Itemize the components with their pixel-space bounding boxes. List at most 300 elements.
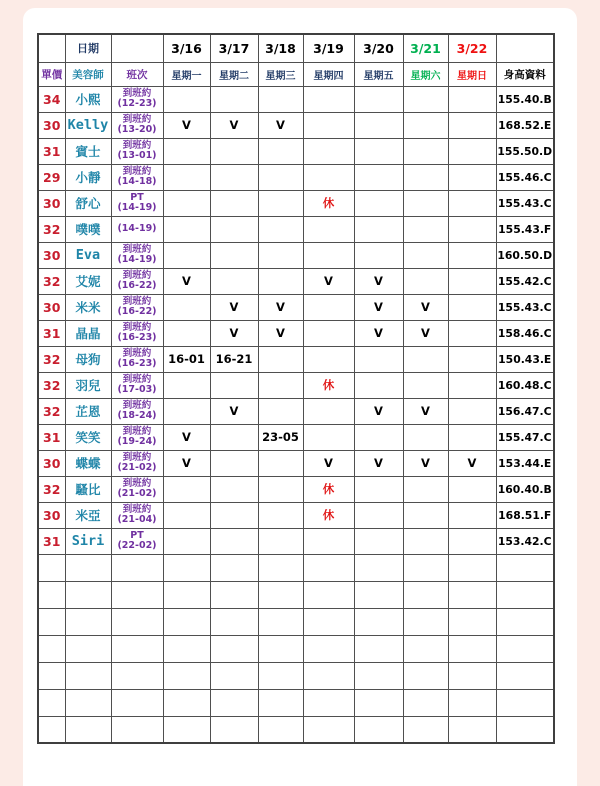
empty-cell xyxy=(38,581,65,608)
mark-cell-day-6 xyxy=(448,320,496,346)
empty-cell xyxy=(496,608,554,635)
mark-cell-day-3: 休 xyxy=(303,502,354,528)
mark-cell-day-2 xyxy=(258,86,303,112)
day-header-cell: 星期四 xyxy=(303,62,354,86)
shift-line: (16-23) xyxy=(117,358,157,369)
shift-line: (16-22) xyxy=(117,306,157,317)
shift-line: (18-24) xyxy=(117,410,157,421)
empty-cell xyxy=(163,635,210,662)
price-cell: 31 xyxy=(38,320,65,346)
table-row-7 xyxy=(38,268,554,294)
mark-cell-day-1 xyxy=(210,528,258,554)
shift-cell xyxy=(111,476,163,502)
empty-cell xyxy=(111,554,163,581)
shift-line: 到班約 xyxy=(122,321,152,333)
empty-cell xyxy=(448,716,496,743)
empty-cell xyxy=(303,662,354,689)
mark-cell-day-3 xyxy=(303,138,354,164)
mark-cell-day-3 xyxy=(303,216,354,242)
table-row-8 xyxy=(38,294,554,320)
mark-cell-day-6 xyxy=(448,528,496,554)
shift-line: 到班約 xyxy=(122,347,152,359)
shift-line: (14-19) xyxy=(117,222,157,234)
mark-cell-day-2 xyxy=(258,164,303,190)
mark-cell-day-5 xyxy=(403,164,448,190)
mark-cell-day-5 xyxy=(403,424,448,450)
mark-cell-day-4: V xyxy=(354,268,403,294)
mark-cell-day-2 xyxy=(258,398,303,424)
height-cell: 160.50.D xyxy=(496,242,554,268)
shift-cell xyxy=(111,528,163,554)
mark-cell-day-3 xyxy=(303,346,354,372)
shift-line: (21-04) xyxy=(117,514,157,525)
mark-cell-day-1: 16-21 xyxy=(210,346,258,372)
corner-cell-blank-1 xyxy=(38,34,65,62)
shift-line: 到班約 xyxy=(122,165,152,177)
empty-cell xyxy=(448,581,496,608)
mark-cell-day-1: V xyxy=(210,398,258,424)
mark-cell-day-5 xyxy=(403,216,448,242)
price-cell: 30 xyxy=(38,112,65,138)
empty-cell xyxy=(65,581,111,608)
height-cell: 155.40.B xyxy=(496,86,554,112)
mark-cell-day-4: V xyxy=(354,450,403,476)
empty-cell xyxy=(111,635,163,662)
name-cell: 噗噗 xyxy=(65,216,111,242)
mark-cell-day-6 xyxy=(448,424,496,450)
empty-cell xyxy=(258,716,303,743)
empty-cell xyxy=(303,608,354,635)
shift-cell xyxy=(111,86,163,112)
empty-cell xyxy=(38,716,65,743)
mark-cell-day-1: V xyxy=(210,294,258,320)
price-cell: 31 xyxy=(38,138,65,164)
schedule-body xyxy=(38,86,554,743)
shift-line: (21-02) xyxy=(117,462,157,473)
mark-cell-day-6 xyxy=(448,502,496,528)
empty-cell xyxy=(354,635,403,662)
empty-cell xyxy=(403,716,448,743)
mark-cell-day-5 xyxy=(403,268,448,294)
shift-cell xyxy=(111,112,163,138)
shift-line: 到班約 xyxy=(122,87,152,99)
empty-cell xyxy=(303,689,354,716)
mark-cell-day-3: 休 xyxy=(303,476,354,502)
empty-cell xyxy=(403,608,448,635)
name-cell: 小靜 xyxy=(65,164,111,190)
empty-cell xyxy=(403,689,448,716)
height-cell: 156.47.C xyxy=(496,398,554,424)
empty-cell xyxy=(303,635,354,662)
mark-cell-day-3 xyxy=(303,398,354,424)
empty-cell xyxy=(403,581,448,608)
empty-cell xyxy=(210,608,258,635)
mark-cell-day-5: V xyxy=(403,398,448,424)
price-cell: 31 xyxy=(38,528,65,554)
empty-cell xyxy=(496,662,554,689)
height-cell: 160.40.B xyxy=(496,476,554,502)
empty-cell xyxy=(38,635,65,662)
empty-row-4 xyxy=(38,662,554,689)
empty-cell xyxy=(448,689,496,716)
empty-cell xyxy=(354,662,403,689)
mark-cell-day-3 xyxy=(303,424,354,450)
empty-cell xyxy=(258,554,303,581)
mark-cell-day-3 xyxy=(303,86,354,112)
mark-cell-day-6 xyxy=(448,138,496,164)
name-cell: 母狗 xyxy=(65,346,111,372)
mark-cell-day-4 xyxy=(354,502,403,528)
shift-cell xyxy=(111,320,163,346)
mark-cell-day-0 xyxy=(163,216,210,242)
name-cell: 舒心 xyxy=(65,190,111,216)
mark-cell-day-1 xyxy=(210,268,258,294)
mark-cell-day-4 xyxy=(354,372,403,398)
shift-line: (14-19) xyxy=(117,202,157,213)
name-cell: Eva xyxy=(65,242,111,268)
mark-cell-day-1 xyxy=(210,476,258,502)
empty-cell xyxy=(163,662,210,689)
height-label: 身高資料 xyxy=(496,62,554,86)
mark-cell-day-4 xyxy=(354,190,403,216)
price-cell: 32 xyxy=(38,346,65,372)
empty-cell xyxy=(258,608,303,635)
height-cell: 155.50.D xyxy=(496,138,554,164)
mark-cell-day-0 xyxy=(163,502,210,528)
mark-cell-day-5 xyxy=(403,86,448,112)
empty-cell xyxy=(65,689,111,716)
mark-cell-day-0 xyxy=(163,476,210,502)
mark-cell-day-4 xyxy=(354,242,403,268)
date-header-cell: 3/16 xyxy=(163,34,210,62)
empty-row-2 xyxy=(38,608,554,635)
mark-cell-day-6 xyxy=(448,86,496,112)
mark-cell-day-5: V xyxy=(403,450,448,476)
mark-cell-day-6 xyxy=(448,398,496,424)
name-cell: 賓士 xyxy=(65,138,111,164)
mark-cell-day-5 xyxy=(403,372,448,398)
mark-cell-day-0 xyxy=(163,86,210,112)
mark-cell-day-3: V xyxy=(303,268,354,294)
shift-line: (13-20) xyxy=(117,124,157,135)
name-cell: 羽兒 xyxy=(65,372,111,398)
shift-cell xyxy=(111,372,163,398)
mark-cell-day-5: V xyxy=(403,320,448,346)
empty-cell xyxy=(354,608,403,635)
empty-cell xyxy=(38,554,65,581)
height-cell: 150.43.E xyxy=(496,346,554,372)
mark-cell-day-3 xyxy=(303,112,354,138)
shift-cell xyxy=(111,450,163,476)
mark-cell-day-4 xyxy=(354,86,403,112)
price-cell: 34 xyxy=(38,86,65,112)
height-cell: 155.43.C xyxy=(496,190,554,216)
empty-cell xyxy=(38,662,65,689)
date-header-cell: 3/17 xyxy=(210,34,258,62)
empty-cell xyxy=(303,554,354,581)
empty-cell xyxy=(403,635,448,662)
height-cell: 158.46.C xyxy=(496,320,554,346)
mark-cell-day-0: V xyxy=(163,268,210,294)
empty-cell xyxy=(354,689,403,716)
table-row-13 xyxy=(38,424,554,450)
mark-cell-day-2 xyxy=(258,190,303,216)
corner-cell-blank-2 xyxy=(111,34,163,62)
mark-cell-day-2: V xyxy=(258,112,303,138)
empty-cell xyxy=(210,554,258,581)
mark-cell-day-2: V xyxy=(258,320,303,346)
empty-cell xyxy=(65,554,111,581)
date-header-cell: 3/20 xyxy=(354,34,403,62)
shift-line: (16-22) xyxy=(117,280,157,291)
table-row-3 xyxy=(38,164,554,190)
height-cell: 153.44.E xyxy=(496,450,554,476)
shift-line: 到班約 xyxy=(122,425,152,437)
empty-cell xyxy=(496,554,554,581)
table-row-16 xyxy=(38,502,554,528)
price-cell: 32 xyxy=(38,476,65,502)
empty-cell xyxy=(111,608,163,635)
mark-cell-day-4 xyxy=(354,424,403,450)
height-cell: 160.48.C xyxy=(496,372,554,398)
shift-line: 到班約 xyxy=(122,373,152,385)
shift-line: (14-19) xyxy=(117,254,157,265)
shift-cell xyxy=(111,398,163,424)
empty-cell xyxy=(303,581,354,608)
empty-cell xyxy=(210,662,258,689)
date-header-cell: 3/18 xyxy=(258,34,303,62)
mark-cell-day-2 xyxy=(258,372,303,398)
mark-cell-day-0 xyxy=(163,294,210,320)
date-header-cell: 3/19 xyxy=(303,34,354,62)
mark-cell-day-6 xyxy=(448,242,496,268)
mark-cell-day-1: V xyxy=(210,320,258,346)
mark-cell-day-2 xyxy=(258,346,303,372)
mark-cell-day-0 xyxy=(163,242,210,268)
day-header-cell: 星期一 xyxy=(163,62,210,86)
name-cell: Kelly xyxy=(65,112,111,138)
height-cell: 155.43.F xyxy=(496,216,554,242)
shift-line: (19-24) xyxy=(117,436,157,447)
mark-cell-day-4 xyxy=(354,476,403,502)
mark-cell-day-2 xyxy=(258,242,303,268)
mark-cell-day-3: V xyxy=(303,450,354,476)
shift-line: 到班約 xyxy=(122,243,152,255)
mark-cell-day-1 xyxy=(210,164,258,190)
shift-line: 到班約 xyxy=(122,503,152,515)
table-row-0 xyxy=(38,86,554,112)
empty-cell xyxy=(65,716,111,743)
days-row xyxy=(38,62,554,86)
shift-line: 到班約 xyxy=(122,269,152,281)
height-cell: 153.42.C xyxy=(496,528,554,554)
mark-cell-day-6 xyxy=(448,372,496,398)
empty-cell xyxy=(496,635,554,662)
price-cell: 32 xyxy=(38,372,65,398)
mark-cell-day-3: 休 xyxy=(303,372,354,398)
mark-cell-day-1 xyxy=(210,502,258,528)
mark-cell-day-0: 16-01 xyxy=(163,346,210,372)
empty-cell xyxy=(403,554,448,581)
date-label: 日期 xyxy=(65,34,111,62)
empty-cell xyxy=(496,581,554,608)
date-header-cell: 3/22 xyxy=(448,34,496,62)
price-cell: 30 xyxy=(38,242,65,268)
mark-cell-day-6: V xyxy=(448,450,496,476)
table-row-2 xyxy=(38,138,554,164)
mark-cell-day-2 xyxy=(258,216,303,242)
shift-cell xyxy=(111,190,163,216)
mark-cell-day-4: V xyxy=(354,398,403,424)
empty-cell xyxy=(111,716,163,743)
shift-line: (14-18) xyxy=(117,176,157,187)
mark-cell-day-4 xyxy=(354,216,403,242)
shift-cell xyxy=(111,294,163,320)
empty-cell xyxy=(163,608,210,635)
mark-cell-day-5 xyxy=(403,502,448,528)
mark-cell-day-5 xyxy=(403,112,448,138)
table-row-11 xyxy=(38,372,554,398)
mark-cell-day-0 xyxy=(163,138,210,164)
mark-cell-day-5 xyxy=(403,528,448,554)
shift-line: 到班約 xyxy=(122,399,152,411)
shift-line: (22-02) xyxy=(117,540,157,551)
name-cell: 笑笑 xyxy=(65,424,111,450)
mark-cell-day-0 xyxy=(163,398,210,424)
empty-cell xyxy=(111,662,163,689)
empty-cell xyxy=(354,716,403,743)
shift-line: PT xyxy=(130,529,144,541)
mark-cell-day-3 xyxy=(303,528,354,554)
empty-cell xyxy=(38,608,65,635)
shift-line: 到班約 xyxy=(122,477,152,489)
name-cell: 小熙 xyxy=(65,86,111,112)
price-cell: 29 xyxy=(38,164,65,190)
mark-cell-day-3 xyxy=(303,242,354,268)
price-cell: 32 xyxy=(38,268,65,294)
empty-cell xyxy=(496,716,554,743)
shift-line: 到班約 xyxy=(122,113,152,125)
shift-cell xyxy=(111,138,163,164)
shift-line: 到班約 xyxy=(122,295,152,307)
mark-cell-day-3 xyxy=(303,320,354,346)
empty-cell xyxy=(210,635,258,662)
height-cell: 168.52.E xyxy=(496,112,554,138)
day-header-cell: 星期二 xyxy=(210,62,258,86)
mark-cell-day-0 xyxy=(163,190,210,216)
mark-cell-day-0 xyxy=(163,528,210,554)
mark-cell-day-1 xyxy=(210,424,258,450)
mark-cell-day-1: V xyxy=(210,112,258,138)
mark-cell-day-0 xyxy=(163,164,210,190)
date-header-cell: 3/21 xyxy=(403,34,448,62)
day-header-cell: 星期五 xyxy=(354,62,403,86)
name-cell: 艾妮 xyxy=(65,268,111,294)
empty-cell xyxy=(258,635,303,662)
table-row-4 xyxy=(38,190,554,216)
height-cell: 168.51.F xyxy=(496,502,554,528)
empty-cell xyxy=(65,608,111,635)
mark-cell-day-0 xyxy=(163,372,210,398)
empty-cell xyxy=(65,662,111,689)
mark-cell-day-2: 23-05 xyxy=(258,424,303,450)
price-cell: 30 xyxy=(38,502,65,528)
name-cell: 米米 xyxy=(65,294,111,320)
price-cell: 31 xyxy=(38,424,65,450)
empty-cell xyxy=(163,716,210,743)
shift-cell xyxy=(111,268,163,294)
shift-line: (12-23) xyxy=(117,98,157,109)
empty-cell xyxy=(448,554,496,581)
mark-cell-day-5: V xyxy=(403,294,448,320)
name-cell: 晶晶 xyxy=(65,320,111,346)
mark-cell-day-1 xyxy=(210,450,258,476)
shift-cell xyxy=(111,424,163,450)
mark-cell-day-3: 休 xyxy=(303,190,354,216)
empty-cell xyxy=(163,689,210,716)
mark-cell-day-5 xyxy=(403,138,448,164)
mark-cell-day-6 xyxy=(448,164,496,190)
mark-cell-day-4 xyxy=(354,138,403,164)
empty-cell xyxy=(258,662,303,689)
mark-cell-day-2: V xyxy=(258,294,303,320)
empty-row-3 xyxy=(38,635,554,662)
beautician-label: 美容師 xyxy=(65,62,111,86)
mark-cell-day-1 xyxy=(210,372,258,398)
shift-line: 到班約 xyxy=(122,451,152,463)
shift-cell xyxy=(111,242,163,268)
schedule-table xyxy=(37,33,555,744)
mark-cell-day-5 xyxy=(403,346,448,372)
mark-cell-day-1 xyxy=(210,138,258,164)
mark-cell-day-2 xyxy=(258,476,303,502)
mark-cell-day-3 xyxy=(303,294,354,320)
mark-cell-day-0 xyxy=(163,320,210,346)
mark-cell-day-6 xyxy=(448,112,496,138)
shift-cell xyxy=(111,346,163,372)
shift-line: (21-02) xyxy=(117,488,157,499)
mark-cell-day-2 xyxy=(258,528,303,554)
empty-cell xyxy=(258,689,303,716)
mark-cell-day-0: V xyxy=(163,112,210,138)
shift-line: (17-03) xyxy=(117,384,157,395)
mark-cell-day-2 xyxy=(258,268,303,294)
height-cell: 155.43.C xyxy=(496,294,554,320)
mark-cell-day-1 xyxy=(210,86,258,112)
shift-cell xyxy=(111,216,163,242)
shift-cell xyxy=(111,164,163,190)
empty-cell xyxy=(403,662,448,689)
height-cell: 155.47.C xyxy=(496,424,554,450)
shift-label: 班次 xyxy=(111,62,163,86)
name-cell: 蝶蝶 xyxy=(65,450,111,476)
price-cell: 30 xyxy=(38,450,65,476)
corner-cell-blank-3 xyxy=(496,34,554,62)
empty-cell xyxy=(210,689,258,716)
height-cell: 155.42.C xyxy=(496,268,554,294)
empty-cell xyxy=(496,689,554,716)
empty-cell xyxy=(354,581,403,608)
mark-cell-day-6 xyxy=(448,268,496,294)
name-cell: 芷恩 xyxy=(65,398,111,424)
table-row-10 xyxy=(38,346,554,372)
table-row-12 xyxy=(38,398,554,424)
shift-cell xyxy=(111,502,163,528)
empty-cell xyxy=(448,608,496,635)
name-cell: Siri xyxy=(65,528,111,554)
price-cell: 30 xyxy=(38,294,65,320)
empty-row-6 xyxy=(38,716,554,743)
